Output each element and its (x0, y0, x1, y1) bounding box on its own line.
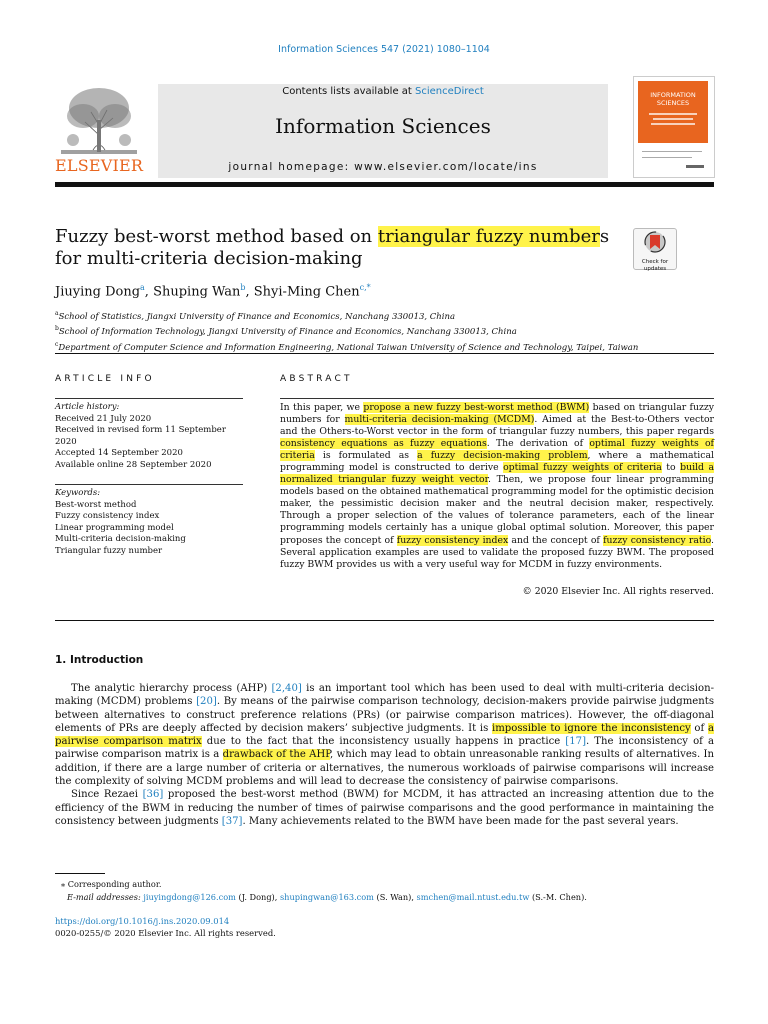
abstract-highlight: fuzzy consistency ratio (603, 534, 712, 546)
intro-paragraph (55, 788, 714, 828)
affiliation-text: School of Information Technology, Jiangxi University of Finance and Economics, Nanchang 330013, China (58, 327, 517, 338)
citation-link[interactable]: [37] (221, 815, 243, 827)
affiliation-item (55, 323, 638, 338)
abstract-highlight: build a normalized triangular fuzzy weight vector (280, 462, 714, 486)
intro-segment: , which may lead to obtain unreasonable ranking results of alternatives. In addition, if there are a large number of criteria or alternatives, the numerous workloads of pairwise comparisons will increase the complexity of solving MCDM problems and will lead to decrease the consistency of pairwise comparisons. (55, 749, 715, 788)
affiliation-text: School of Statistics, Jiangxi University of Finance and Economics, Nanchang 330013, China (58, 311, 456, 322)
author-separator: , (245, 284, 254, 300)
corresponding-mark: ⁎ (61, 879, 66, 889)
journal-band (158, 84, 608, 178)
keyword-item: Best-worst method (55, 499, 137, 510)
history-label: Article history: (55, 402, 120, 412)
elsevier-logo (55, 80, 143, 176)
title-part2: s (599, 226, 610, 247)
abstract-highlight: propose a new fuzzy best-worst method (BWM) (363, 402, 590, 413)
title-line2: for multi-criteria decision-making (55, 248, 363, 269)
journal-homepage[interactable]: journal homepage: www.elsevier.com/locate/ins (228, 161, 538, 173)
intro-segment: of (690, 722, 708, 734)
email-addresses (55, 891, 714, 904)
email-link[interactable]: smchen@mail.ntust.edu.tw (416, 891, 530, 902)
author-name: Shuping Wan (153, 284, 241, 300)
email-owner: (S. Wan), (373, 891, 417, 902)
intro-segment: . The inconsistency of a pairwise comparison matrix is a (55, 736, 714, 761)
author-name: Shyi-Ming Chen (253, 284, 360, 300)
abstract-segment: is formulated as (314, 450, 418, 462)
history-item: Available online 28 September 2020 (55, 459, 212, 470)
contents-prefix: Contents lists available at (282, 86, 412, 97)
keywords-label: Keywords: (55, 488, 101, 498)
title-highlight: triangular fuzzy number (377, 226, 600, 247)
doi-link[interactable]: https://doi.org/10.1016/j.ins.2020.09.014 (55, 916, 230, 926)
article-info-heading: ARTICLE INFO (55, 374, 155, 384)
abstract-segment: , where a mathematical programming model is constructed to derive (280, 450, 714, 474)
affiliation-text: Department of Computer Science and Information Engineering, National Taiwan University of Science and Technology, Taipei, Taiwan (58, 342, 639, 353)
intro-highlight: impossible to ignore the inconsistency (492, 722, 691, 734)
affiliations (55, 308, 638, 354)
article-title (55, 226, 615, 270)
footnote-rule (55, 873, 105, 874)
author-separator: , (144, 284, 154, 300)
intro-segment: The analytic hierarchy process (AHP) (71, 683, 272, 694)
citation-link[interactable]: [20] (196, 696, 217, 708)
email-label: E-mail addresses: (67, 891, 141, 902)
abstract-segment: and the concept of (508, 534, 604, 546)
intro-paragraph (55, 682, 714, 788)
keywords-list (55, 500, 245, 558)
introduction-body (55, 682, 714, 828)
author-name: Jiuying Dong (55, 284, 141, 300)
intro-segment: . By means of the pairwise comparison technology, decision-makers provide pairwise judgments between alternatives to construct preference relations (PRs) (or pairwise comparison matrices). However, the off-diagonal elements of PRs are deeply affected by decision makers’ subjective judgments. It is (55, 696, 714, 734)
author-list (55, 283, 371, 299)
journal-name: Information Sciences (275, 114, 491, 138)
abstract-segment: to (661, 462, 681, 474)
check-for-updates-button[interactable] (633, 228, 677, 270)
affiliation-mark: b (55, 325, 59, 333)
intro-segment: . Many achievements related to the BWM have been made for the past several years. (242, 815, 679, 827)
abstract-segment: . Several application examples are used to validate the proposed fuzzy BWM. The proposed fuzzy BWM provides us with a very useful way for MCDM in fuzzy environments. (280, 534, 714, 570)
citation-link[interactable]: [36] (142, 789, 164, 801)
abstract-highlight: consistency equations as fuzzy equations (280, 438, 487, 450)
publisher-name: ELSEVIER (55, 156, 144, 175)
contents-line (158, 86, 608, 97)
abstract-highlight: a fuzzy decision-making problem (417, 450, 588, 462)
history-item: Received 21 July 2020 (55, 413, 152, 424)
journal-masthead (55, 80, 714, 186)
email-link[interactable]: jiuyingdong@126.com (143, 891, 236, 902)
citation-link[interactable]: [17] (565, 736, 587, 748)
abstract-heading: ABSTRACT (280, 374, 353, 384)
intro-segment: Since Rezaei (71, 789, 143, 801)
abstract-copyright: © 2020 Elsevier Inc. All rights reserved. (522, 586, 714, 597)
keywords-block (55, 488, 245, 557)
citation-link[interactable]: [2,40] (271, 683, 302, 694)
corresponding-author-note (55, 878, 714, 891)
sciencedirect-link[interactable]: ScienceDirect (415, 86, 484, 97)
affiliation-item (55, 339, 638, 354)
abstract-text (280, 402, 714, 571)
email-owner: (J. Dong), (235, 891, 280, 902)
abstract-segment: . Then, we propose four linear programming models based on the obtained mathematical programming model for the optimistic decision maker, the pessimistic decision maker and the neutral decision maker, respectively. Through a proper selection of the values of tolerance parameters, each of the linear programming models certainly has a unique global optimal solution. Moreover, this paper proposes the concept of (280, 474, 714, 546)
email-owner: (S.-M. Chen). (529, 891, 587, 902)
abstract-highlight: optimal fuzzy weights of criteria (503, 462, 662, 474)
journal-reference-link[interactable]: Information Sciences 547 (2021) 1080–1104 (278, 44, 490, 55)
author-affiliation-mark[interactable]: a (140, 283, 145, 292)
abstract-highlight: optimal fuzzy weights of criteria (280, 438, 714, 462)
article-info-rule (55, 398, 243, 399)
abstract-segment: based on triangular fuzzy numbers for (280, 402, 715, 426)
keyword-item: Triangular fuzzy number (55, 545, 163, 556)
abstract-segment: . The derivation of (486, 438, 590, 450)
abstract-segment: In this paper, we (280, 402, 364, 413)
intro-highlight: drawback of the AHP (222, 749, 331, 761)
article-history (55, 402, 245, 471)
intro-highlight: a pairwise comparison matrix (55, 722, 714, 748)
keyword-item: Fuzzy consistency index (55, 511, 160, 521)
author-affiliation-mark[interactable]: c,* (359, 283, 371, 292)
header-rule (55, 353, 714, 354)
title-part1: Fuzzy best-worst method based on (55, 226, 378, 247)
section-heading-introduction: 1. Introduction (55, 654, 144, 666)
abstract-end-rule (55, 620, 714, 621)
keywords-rule (55, 484, 243, 485)
intro-segment: due to the fact that the inconsistency usually happens in practice (201, 736, 566, 748)
corresponding-text: Corresponding author. (67, 879, 162, 889)
intro-segment: proposed the best-worst method (BWM) for MCDM, it has attracted an increasing attention due to the efficiency of the BWM in reducing the number of times of pairwise comparisons and the good performance in maintaining the consistency between judgments (55, 789, 714, 827)
issn-line: 0020-0255/© 2020 Elsevier Inc. All rights reserved. (55, 928, 276, 939)
affiliation-item (55, 308, 638, 323)
history-item: Received in revised form 11 September 2020 (55, 425, 226, 447)
keyword-item: Multi-criteria decision-making (55, 534, 186, 544)
abstract-highlight: multi-criteria decision-making (MCDM) (344, 414, 535, 426)
history-list (55, 414, 245, 472)
doi-block (55, 915, 276, 940)
history-item: Accepted 14 September 2020 (55, 448, 183, 458)
email-link[interactable]: shupingwan@163.com (279, 891, 374, 902)
crossmark-icon (634, 229, 676, 255)
author-affiliation-mark[interactable]: b (240, 283, 246, 292)
affiliation-mark: c (55, 340, 59, 348)
footnotes (55, 878, 714, 903)
abstract-segment: . Aimed at the Best-to-Others vector and the Others-to-Worst vector in the form of triangular fuzzy numbers, this paper regards (280, 414, 714, 438)
cover-orange-block (638, 81, 708, 143)
cover-title: INFORMATION SCIENCES (650, 91, 696, 107)
journal-cover-thumbnail[interactable] (633, 76, 715, 178)
masthead-rule (55, 182, 714, 187)
crossmark-label: Check for updates (641, 259, 669, 272)
intro-segment: is an important tool which has been used to deal with multi-criteria decision-making (MCDM) problems (55, 683, 714, 708)
abstract-highlight: fuzzy consistency index (396, 534, 509, 546)
keyword-item: Linear programming model (55, 522, 174, 533)
abstract-rule (280, 398, 714, 399)
affiliation-mark: a (55, 310, 59, 317)
